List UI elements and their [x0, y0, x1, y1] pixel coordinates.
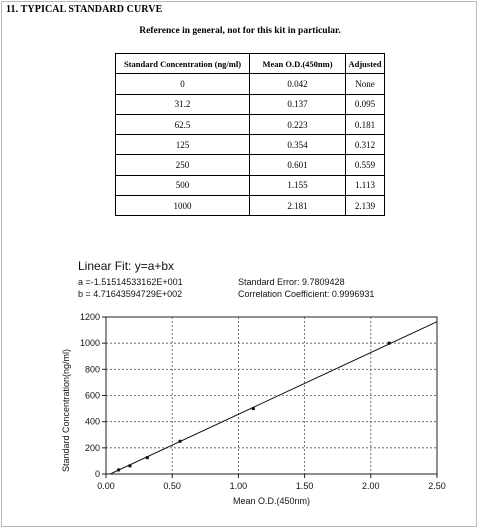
column-header: Mean O.D.(450nm) [250, 54, 346, 74]
y-tick-label: 200 [84, 442, 100, 453]
data-point [128, 464, 131, 467]
fit-standard-error: Standard Error: 9.7809428 [238, 277, 345, 287]
fit-correlation: Correlation Coefficient: 0.9996931 [238, 289, 375, 299]
table-cell: 0.354 [250, 135, 346, 155]
fit-title: Linear Fit: y=a+bx [78, 259, 175, 273]
x-tick-label: 1.00 [229, 481, 248, 491]
table-cell: 125 [116, 135, 250, 155]
x-tick-label: 1.50 [295, 481, 314, 491]
table-cell: 0.601 [250, 155, 346, 175]
table-cell: 0.042 [250, 74, 346, 94]
table-cell: 1.155 [250, 175, 346, 195]
x-tick-label: 0.00 [97, 481, 115, 491]
table-cell: 0.559 [346, 155, 385, 175]
data-point [252, 407, 255, 410]
y-tick-label: 600 [84, 390, 100, 401]
y-tick-label: 400 [84, 416, 100, 427]
table-cell: 0.137 [250, 94, 346, 114]
y-tick-label: 0 [94, 469, 100, 479]
x-tick-label: 2.00 [362, 481, 380, 491]
table-cell: 0 [116, 74, 250, 94]
table-cell: 0.223 [250, 114, 346, 134]
table-cell: 2.139 [346, 196, 385, 216]
y-tick-label: 1200 [79, 312, 100, 322]
column-header: Standard Concentration (ng/ml) [116, 54, 250, 74]
column-header: Adjusted [346, 54, 385, 74]
table-cell: 0.312 [346, 135, 385, 155]
table-cell: 0.181 [346, 114, 385, 134]
table-cell: 2.181 [250, 196, 346, 216]
data-point [388, 342, 391, 345]
x-tick-label: 2.50 [428, 481, 446, 491]
x-tick-label: 0.50 [163, 481, 181, 491]
y-axis-label: Standard Concentration(ng/ml) [61, 348, 71, 473]
table-cell: 62.5 [116, 114, 250, 134]
fit-coefficient-b: b = 4.71643594729E+002 [78, 289, 183, 299]
table-cell: 1000 [116, 196, 250, 216]
table-cell: 31.2 [116, 94, 250, 114]
y-tick-label: 1000 [79, 338, 100, 349]
reference-note: Reference in general, not for this kit in particular. [139, 26, 341, 36]
fit-coefficient-a: a =-1.51514533162E+001 [78, 277, 183, 287]
table-cell: 0.095 [346, 94, 385, 114]
data-point [117, 468, 120, 471]
x-axis-label: Mean O.D.(450nm) [232, 496, 311, 506]
table-cell: 500 [116, 175, 250, 195]
section-title: 11. TYPICAL STANDARD CURVE [6, 4, 163, 15]
data-point [146, 456, 149, 459]
table-cell: 250 [116, 155, 250, 175]
y-tick-label: 800 [84, 364, 100, 375]
table-cell: None [346, 74, 385, 94]
table-cell: 1.113 [346, 175, 385, 195]
data-point [179, 440, 182, 443]
